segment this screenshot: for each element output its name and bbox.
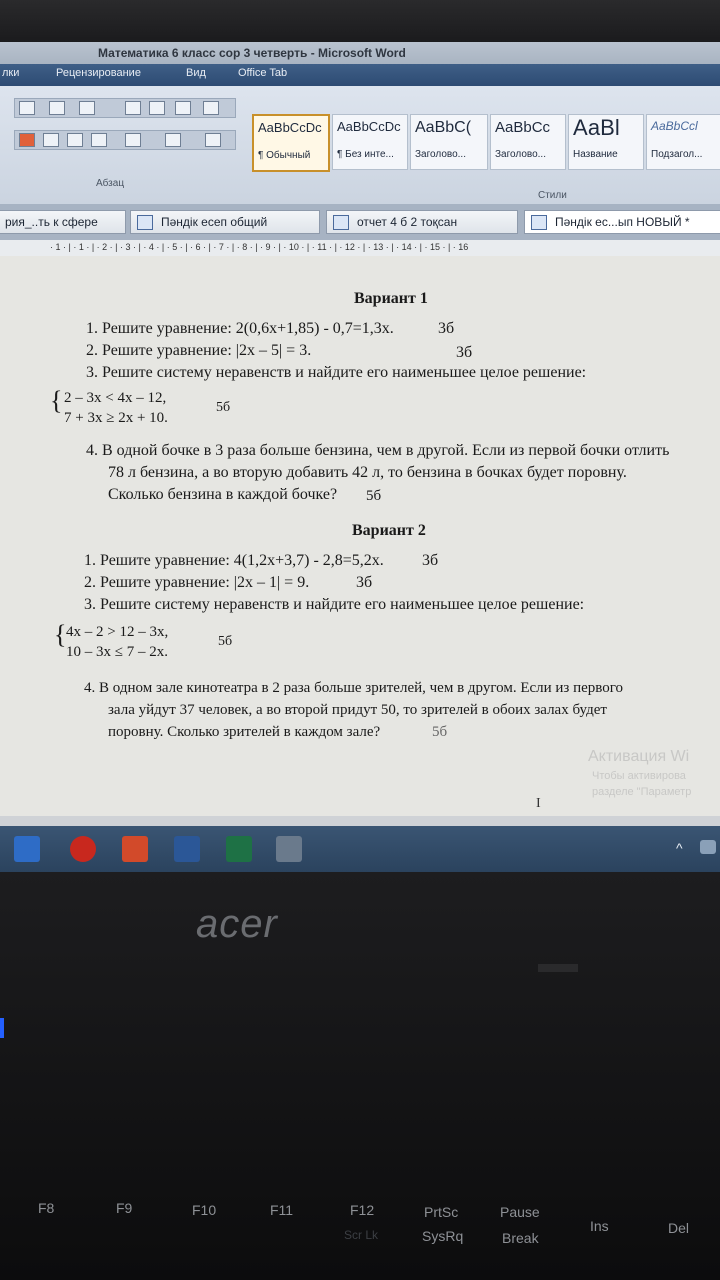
excel-icon[interactable]: [226, 836, 252, 862]
v2-task-3-mark: 5б: [218, 634, 233, 649]
menu-item-review[interactable]: Рецензирование: [56, 67, 141, 79]
text-cursor-icon: I: [536, 796, 541, 811]
document-tab-1[interactable]: [0, 210, 126, 234]
style-name: Заголово...: [495, 149, 546, 160]
menu-item-office-tab[interactable]: Office Tab: [238, 67, 288, 79]
v2-task-2-mark: 3б: [356, 574, 373, 591]
sort-icon[interactable]: [175, 101, 191, 115]
ruler-ticks: · 1 · | · 1 · | · 2 · | · 3 · | · 4 · | · 5 · | · 6 · | · 7 · | · 8 · | · 9 · | · 10 · | · 11 · | · 12 · | · 13 · | · 14 · | · 15 · | · 16: [50, 242, 469, 252]
increase-indent-icon[interactable]: [149, 101, 165, 115]
activation-watermark-line-3: разделе "Параметр: [592, 786, 692, 798]
v1-task-1-mark: 3б: [438, 320, 455, 337]
v1-task-4-mark: 5б: [366, 488, 382, 504]
style-normal[interactable]: [252, 114, 330, 172]
key-break: Break: [502, 1230, 539, 1246]
style-sample: АаВl: [573, 115, 620, 140]
word-doc-icon: [137, 215, 153, 230]
key-pause[interactable]: Pause: [500, 1204, 540, 1220]
variant-2-title: Вариант 2: [352, 522, 426, 539]
shading-icon[interactable]: [165, 133, 181, 147]
style-name: Подзагол...: [651, 149, 703, 160]
activation-watermark-line-1: Активация Wi: [588, 748, 690, 765]
v2-system-line-2: 10 – 3х ≤ 7 – 2х.: [66, 644, 168, 660]
multilevel-list-icon[interactable]: [79, 101, 95, 115]
brand-logo: acer: [196, 902, 278, 946]
key-del[interactable]: Del: [668, 1220, 690, 1236]
status-led: [0, 1018, 4, 1038]
v1-task-1: 1. Решите уравнение: 2(0,6х+1,85) - 0,7=1,3х.: [86, 320, 394, 337]
v2-system-line-1: 4х – 2 > 12 – 3х,: [66, 624, 169, 640]
style-no-spacing[interactable]: [332, 114, 408, 170]
v2-task-1-mark: 3б: [422, 552, 439, 569]
style-heading-2[interactable]: [490, 114, 566, 170]
style-sample: AaBbCcDc: [337, 119, 401, 134]
windows-taskbar: [0, 826, 720, 872]
v1-task-4-line-1: 4. В одной бочке в 3 раза больше бензина, чем в другой. Если из первой бочки отлить: [86, 442, 670, 459]
align-center-icon[interactable]: [43, 133, 59, 147]
paragraph-group-label: Абзац: [96, 178, 125, 189]
v2-task-2: 2. Решите уравнение: |2х – 1| = 9.: [84, 574, 310, 591]
speaker-grille: [538, 964, 578, 972]
style-heading-1[interactable]: [410, 114, 488, 170]
v2-task-1: 1. Решите уравнение: 4(1,2х+3,7) - 2,8=5,2х.: [84, 552, 384, 569]
battery-icon[interactable]: [700, 840, 716, 854]
v1-task-2-mark: 3б: [456, 344, 473, 361]
key-ins[interactable]: Ins: [590, 1218, 609, 1234]
style-sample: AaBbC(: [415, 119, 472, 136]
key-f9[interactable]: F9: [116, 1200, 133, 1216]
laptop-body: [0, 872, 720, 1280]
powerpoint-icon[interactable]: [122, 836, 148, 862]
key-prtsc[interactable]: PrtSc: [424, 1204, 459, 1220]
v1-system-line-2: 7 + 3х ≥ 2х + 10.: [64, 410, 168, 426]
v1-system-line-1: 2 – 3х < 4х – 12,: [64, 390, 167, 406]
v2-system-brace: {: [54, 620, 67, 649]
v2-task-4-mark: 5б: [432, 724, 448, 740]
ribbon-tab-bar: [0, 64, 720, 86]
window-titlebar: [0, 42, 720, 64]
document-tab-3[interactable]: [326, 210, 518, 234]
v1-task-2: 2. Решите уравнение: |2х – 5| = 3.: [86, 342, 312, 359]
bullets-icon[interactable]: [19, 101, 35, 115]
paragraph-toolbar-row-2: [14, 130, 236, 150]
document-tab-2[interactable]: [130, 210, 320, 234]
style-name: Заголово...: [415, 149, 466, 160]
align-left-icon[interactable]: [19, 133, 35, 147]
v1-system-brace: {: [50, 386, 63, 415]
opera-browser-icon[interactable]: [70, 836, 96, 862]
key-sysrq: SysRq: [422, 1228, 464, 1244]
style-sample: AaBbCc: [495, 119, 551, 136]
status-bar: [0, 816, 720, 826]
key-f11[interactable]: F11: [270, 1202, 294, 1218]
numbering-icon[interactable]: [49, 101, 65, 115]
styles-group-label: Стили: [538, 190, 567, 201]
document-tabs-bar: [0, 204, 720, 240]
v2-task-4-line-2: зала уйдут 37 человек, а во второй придут 50, то зрителей в обоих залах будет: [108, 702, 607, 718]
key-f12[interactable]: F12: [350, 1202, 375, 1218]
style-sample: AaBbCcDc: [258, 120, 322, 135]
align-right-icon[interactable]: [67, 133, 83, 147]
v2-task-3: 3. Решите систему неравенств и найдите его наименьшее целое решение:: [84, 596, 585, 613]
style-sample: AaBbCcl: [651, 119, 698, 133]
document-tab-label: Пәндік ес...ып НОВЫЙ *: [555, 215, 690, 229]
menu-item-mailings[interactable]: лки: [2, 67, 20, 79]
document-tab-4-active[interactable]: [524, 210, 720, 234]
document-tab-label: отчет 4 б 2 тоқсан: [357, 215, 458, 229]
v2-task-4-line-3: поровну. Сколько зрителей в каждом зале?: [108, 724, 381, 740]
justify-icon[interactable]: [91, 133, 107, 147]
word-doc-icon: [531, 215, 547, 230]
v1-task-3-mark: 5б: [216, 400, 231, 415]
word-icon[interactable]: [174, 836, 200, 862]
document-tab-label: Пәндік есеп общий: [161, 215, 268, 229]
horizontal-ruler[interactable]: [0, 240, 720, 257]
calculator-icon[interactable]: [276, 836, 302, 862]
start-button-icon[interactable]: [14, 836, 40, 862]
key-f8[interactable]: F8: [38, 1200, 55, 1216]
style-name: ¶ Обычный: [258, 150, 311, 161]
line-spacing-icon[interactable]: [125, 133, 141, 147]
menu-item-view[interactable]: Вид: [186, 67, 206, 79]
ribbon-panel: [0, 86, 720, 204]
monitor-bezel-top: [0, 0, 720, 42]
document-tab-label: рия_..ть к сфере: [5, 215, 98, 229]
variant-1-title: Вариант 1: [354, 290, 428, 307]
v1-task-3: 3. Решите систему неравенств и найдите его наименьшее целое решение:: [86, 364, 587, 381]
chevron-up-icon[interactable]: ^: [676, 840, 683, 856]
activation-watermark-line-2: Чтобы активирова: [592, 770, 686, 782]
key-f12-secondary: Scr Lk: [344, 1228, 379, 1242]
v1-task-4-line-2: 78 л бензина, а во вторую добавить 42 л, то бензина в бочках будет поровну.: [108, 464, 627, 481]
key-f10[interactable]: F10: [192, 1202, 217, 1218]
laptop-screen: [0, 42, 720, 872]
style-name: ¶ Без инте...: [337, 149, 394, 160]
v1-task-4-line-3: Сколько бензина в каждой бочке?: [108, 486, 338, 503]
pilcrow-icon[interactable]: [203, 101, 219, 115]
word-doc-icon: [333, 215, 349, 230]
document-page[interactable]: [0, 256, 720, 816]
style-subtitle[interactable]: [646, 114, 720, 170]
style-title[interactable]: [568, 114, 644, 170]
decrease-indent-icon[interactable]: [125, 101, 141, 115]
window-title: Математика 6 класс сор 3 четверть - Microsoft Word: [98, 46, 406, 60]
style-name: Название: [573, 149, 618, 160]
v2-task-4-line-1: 4. В одном зале кинотеатра в 2 раза больше зрителей, чем в другом. Если из первого: [84, 680, 624, 696]
borders-icon[interactable]: [205, 133, 221, 147]
paragraph-toolbar-row-1: [14, 98, 236, 118]
